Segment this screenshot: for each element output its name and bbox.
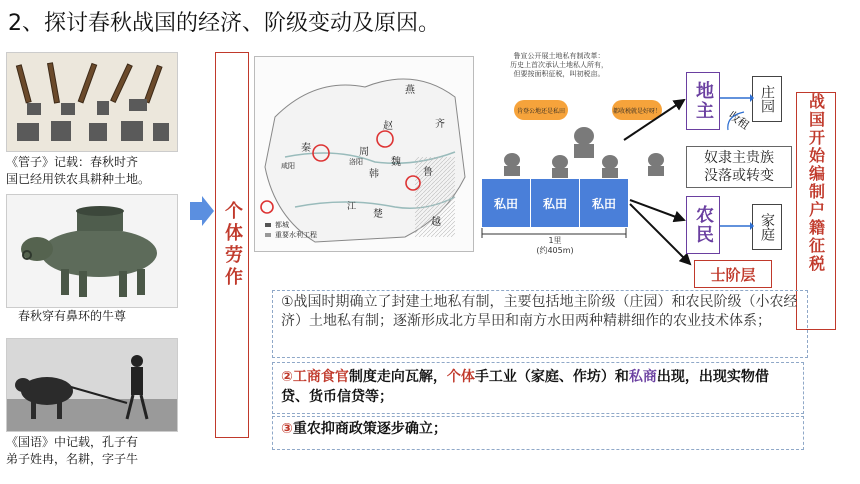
- iron-tools-image: [6, 52, 178, 152]
- map-label: 鲁: [423, 167, 433, 178]
- rent-label: 收租: [725, 108, 752, 133]
- slave-owner-line: 没落或转变: [704, 168, 774, 184]
- warring-states-map: [254, 56, 474, 252]
- map-label: 魏: [391, 157, 401, 168]
- rent-curve-arrow: [722, 110, 746, 134]
- caption-guoyu: [6, 434, 184, 468]
- ox-bronze-image: [6, 194, 178, 308]
- reform-description: [474, 52, 644, 79]
- map-label: 燕: [405, 85, 415, 96]
- legend-capital: 都城: [275, 221, 289, 229]
- right-arrow-icon: [190, 196, 214, 226]
- caption-ox: 春秋穿有鼻环的牛尊: [18, 309, 127, 323]
- point-2-box: [272, 362, 804, 414]
- point-3-text: 重农抑商政策逐步确立；: [292, 421, 447, 437]
- reform-line: 历史上首次承认土地私人所有，: [510, 61, 608, 69]
- point-3-box: [272, 416, 804, 450]
- caption-line: 《国语》中记载，孔子有: [6, 435, 139, 449]
- caption-line: 《管子》记载：春秋时齐: [6, 155, 139, 169]
- private-field-3: 私田: [579, 178, 629, 228]
- speech-bubble-right: 都收税就是好呀！: [612, 100, 662, 120]
- map-label: 越: [431, 217, 441, 228]
- individual-labor-label: 个体劳作: [215, 52, 249, 438]
- map-label: 江: [347, 202, 357, 212]
- reform-line: 鲁宣公开展土地私有制改革：: [513, 52, 605, 60]
- slave-owner-box: [686, 146, 792, 188]
- map-label: 周: [359, 147, 369, 158]
- reform-line: 但要按面积征税，叫初税亩。: [513, 70, 605, 78]
- plowing-photo: [6, 338, 178, 432]
- scale-line: (约405m): [536, 246, 574, 255]
- scale-line: 1里: [548, 236, 562, 245]
- scale-label: [520, 236, 590, 256]
- point-2-text: 手工业（家庭、作坊）和: [474, 369, 629, 385]
- caption-line: 弟子姓冉，名耕，字子牛: [6, 452, 139, 466]
- map-label: 齐: [435, 119, 445, 130]
- map-label: 韩: [369, 169, 379, 180]
- map-label: 楚: [373, 209, 383, 220]
- map-label: 秦: [301, 143, 311, 154]
- point-3-number: ③: [281, 421, 293, 437]
- caption-line: 国已经用铁农具耕种土地。: [6, 172, 151, 186]
- point-2-private-merchant: 私商: [628, 369, 657, 385]
- map-label: 咸阳: [281, 162, 295, 170]
- point-2-guild: 工商食官: [292, 369, 349, 385]
- legend-water-project: 重要水利工程: [275, 231, 317, 239]
- page-title: 2、探讨春秋战国的经济、阶级变动及原因。: [8, 11, 440, 36]
- landlord-box: 地主: [686, 72, 720, 130]
- household-registration-label: 战国开始编制户籍征税: [806, 93, 826, 273]
- point-2-text: 出现，出现实物借贷、货币信贷等；: [281, 369, 769, 405]
- point-1-box: ①战国时期确立了封建土地私有制，主要包括地主阶级（庄园）和农民阶级（小农经济）土地私有制；逐渐形成北方旱田和南方水田两种精耕细作的农业技术体系；: [272, 290, 808, 358]
- point-2-number: ②: [281, 369, 293, 385]
- peasant-family-arrow: [718, 212, 754, 242]
- map-label: 洛阳: [349, 158, 363, 166]
- point-2-text: 制度走向瓦解，: [348, 369, 447, 385]
- slave-owner-line: 奴隶主贵族: [704, 150, 774, 166]
- scholar-class-box: 士阶层: [694, 260, 772, 288]
- map-label: 赵: [383, 121, 393, 132]
- caption-guanzi: [6, 154, 184, 188]
- peasant-box: 农民: [686, 196, 720, 254]
- private-field-2: 私田: [530, 178, 580, 228]
- point-2-individual: 个体: [446, 369, 475, 385]
- family-box: 家庭: [752, 204, 782, 250]
- private-field-1: 私田: [481, 178, 531, 228]
- speech-bubble-left: 肯登公地还是私田: [514, 100, 568, 120]
- manor-box: 庄园: [752, 76, 782, 122]
